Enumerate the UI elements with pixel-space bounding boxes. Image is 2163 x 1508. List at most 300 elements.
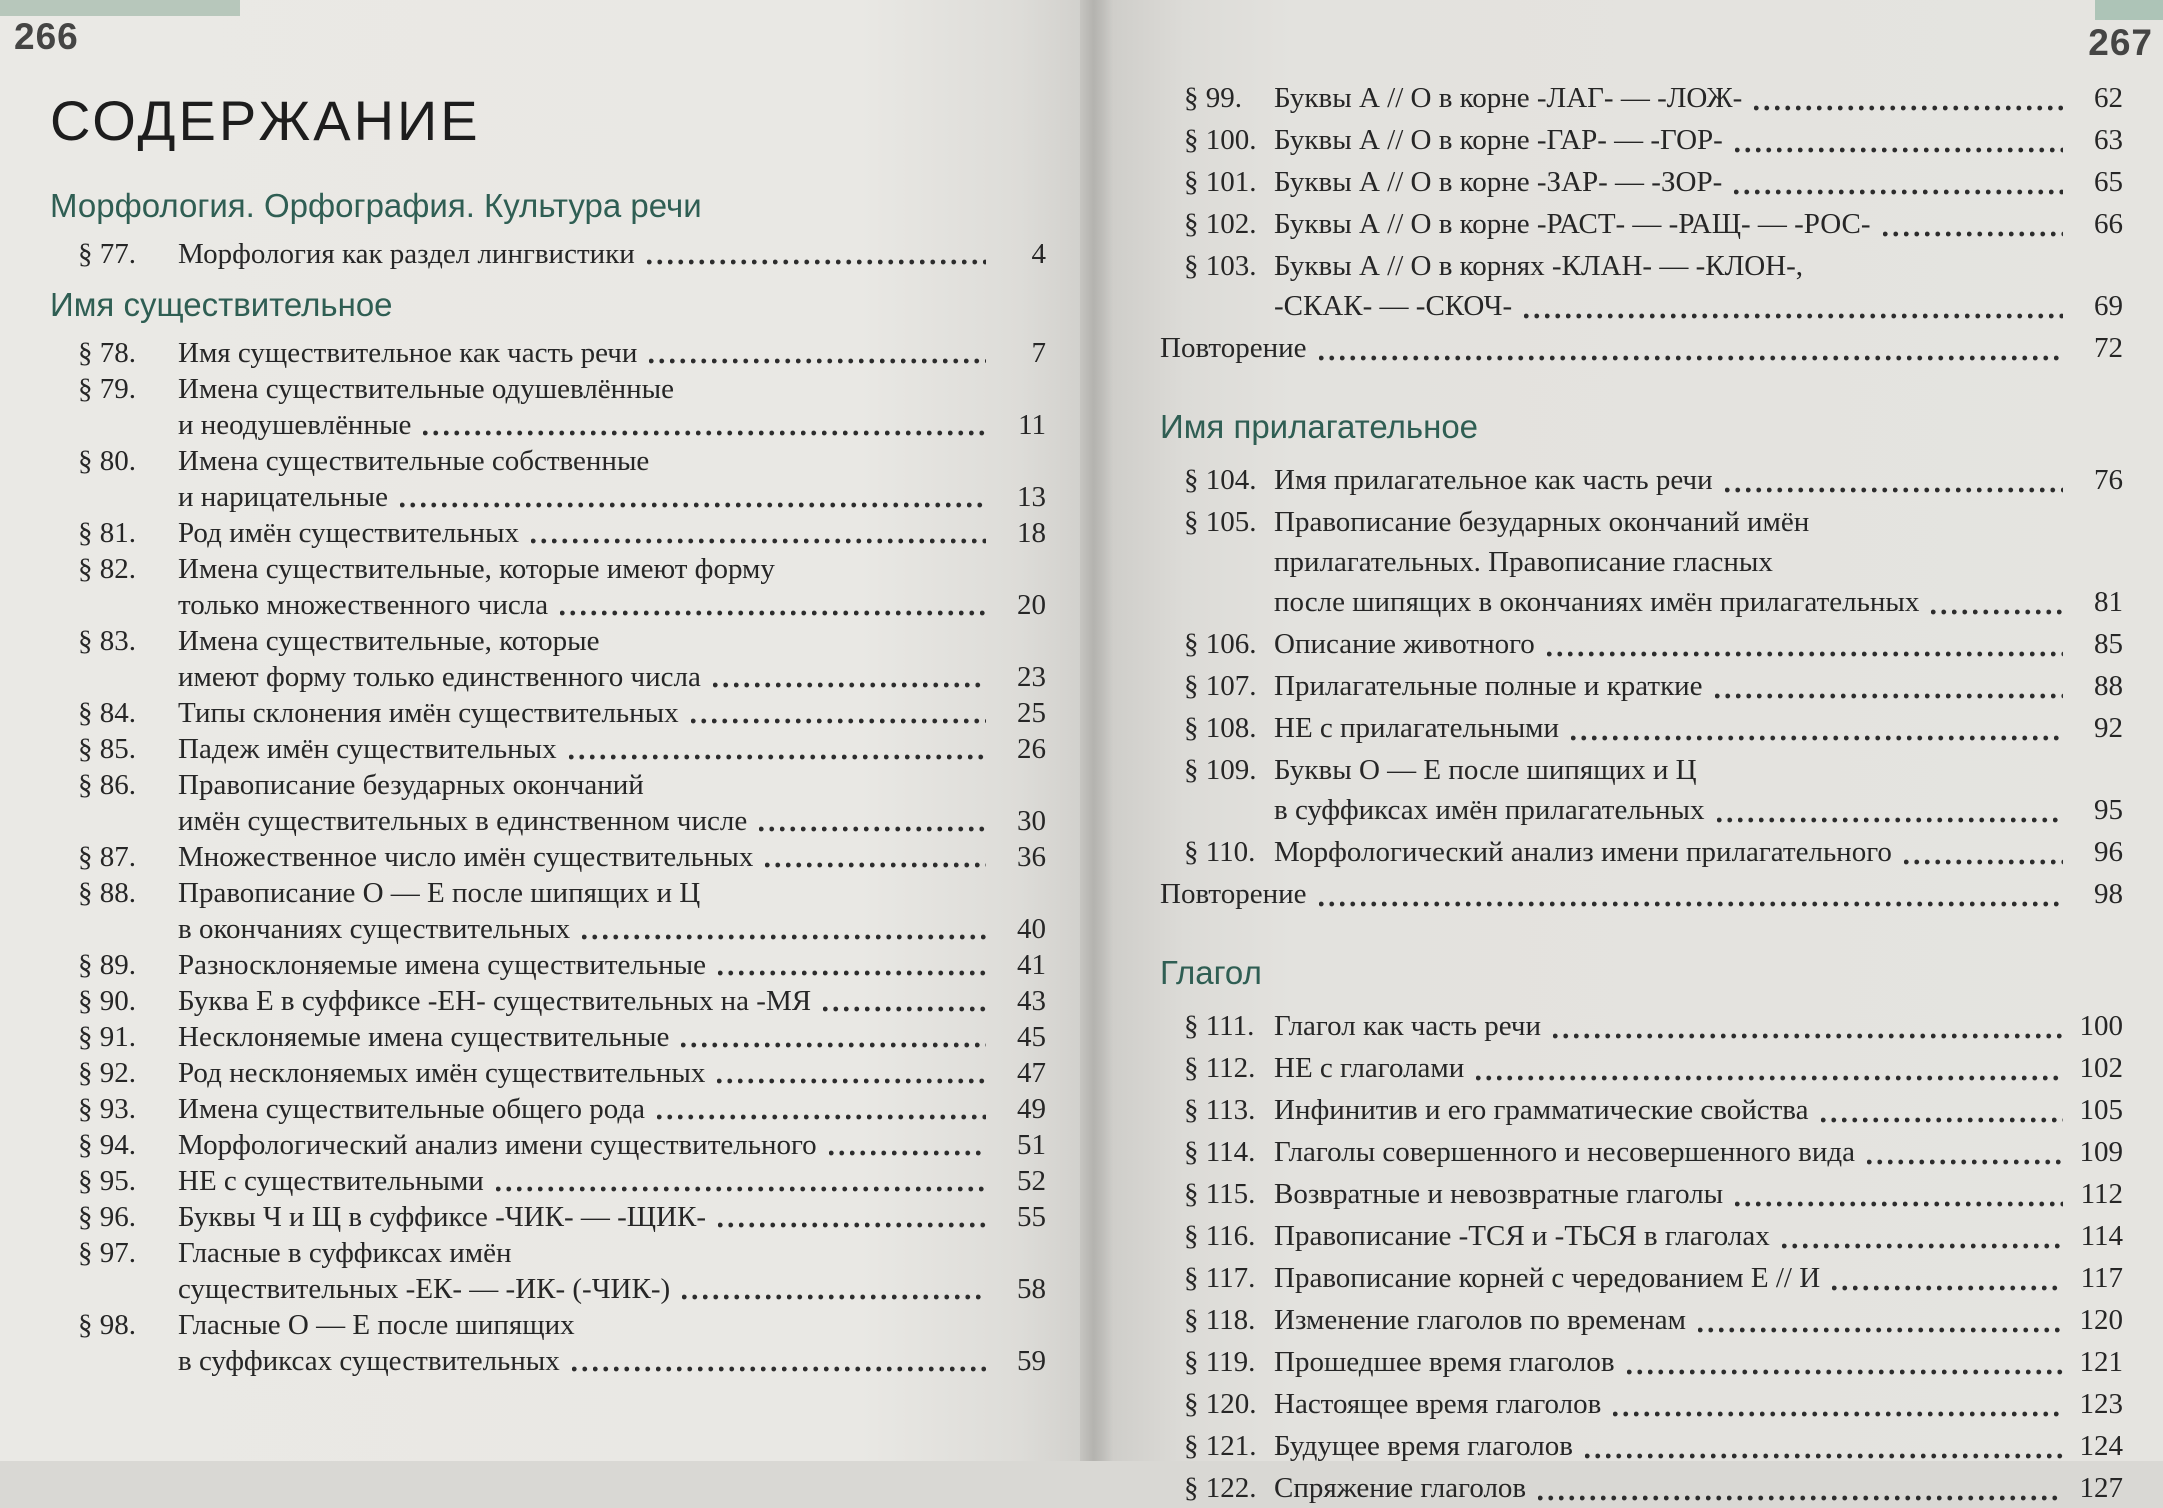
entry-text: Имена существительные собственные [178, 445, 650, 477]
entry-text: Правописание -ТСЯ и -ТЬСЯ в глаголах [1274, 1220, 1770, 1252]
toc-entry [1160, 78, 2123, 118]
corner-tab-icon [0, 0, 240, 16]
entry-text: Изменение глаголов по временам [1274, 1304, 1687, 1336]
entry-text: прилагательных. Правописание гласных [1274, 546, 1773, 578]
dot-leader [1698, 1327, 2063, 1333]
paragraph-number: § 117. [1184, 1262, 1256, 1294]
paragraph-number: § 118. [1184, 1304, 1256, 1336]
entry-body [1274, 246, 2123, 326]
entry-text: НЕ с существительными [178, 1165, 484, 1197]
entry-line [1274, 286, 2123, 326]
entry-page-number: 55 [1017, 1201, 1046, 1233]
entry-line [178, 335, 1046, 371]
entry-text: имён существительных в единственном числе [178, 805, 748, 837]
entry-line [178, 479, 1046, 515]
entry-body [178, 1235, 1046, 1307]
contents-title: СОДЕРЖАНИЕ [50, 89, 481, 152]
entry-line [178, 947, 1046, 983]
entry-page-number: 47 [1017, 1057, 1046, 1089]
toc-entry [50, 1235, 1046, 1307]
toc-entry [1160, 1426, 2123, 1466]
entry-line [178, 1199, 1046, 1235]
entry-body [1274, 1258, 2123, 1298]
entry-body [1274, 1132, 2123, 1172]
entry-line [1274, 1216, 2123, 1256]
entry-line [178, 1235, 1046, 1271]
dot-leader [1538, 1495, 2063, 1501]
toc-entry [1160, 162, 2123, 202]
entry-line [178, 551, 1046, 587]
dot-leader [647, 259, 986, 265]
dot-leader [1735, 1201, 2063, 1207]
entry-text: НЕ с глаголами [1274, 1052, 1465, 1084]
entry-line [178, 587, 1046, 623]
dot-leader [1931, 609, 2063, 615]
entry-page-number: 58 [1017, 1273, 1046, 1305]
dot-leader [1904, 859, 2063, 865]
entry-body [1160, 328, 2123, 368]
entry-body [1274, 666, 2123, 706]
entry-text: Имена существительные, которые имеют форму [178, 553, 775, 585]
paragraph-number: § 79. [78, 373, 136, 405]
entry-page-number: 112 [2080, 1178, 2123, 1210]
toc-entry [1160, 204, 2123, 244]
entry-text: Морфологический анализ имени существительного [178, 1129, 817, 1161]
dot-leader [1782, 1243, 2063, 1249]
paragraph-number: § 121. [1184, 1430, 1257, 1462]
toc-entry [1160, 1132, 2123, 1172]
toc-entry [50, 983, 1046, 1019]
entry-page-number: 26 [1017, 733, 1046, 765]
entry-text: Имя прилагательное как часть речи [1274, 464, 1713, 496]
dot-leader [718, 970, 986, 976]
entry-line [178, 236, 1046, 272]
toc-entry [50, 947, 1046, 983]
entry-line [1274, 1132, 2123, 1172]
entry-line [1274, 246, 2123, 286]
paragraph-number: § 90. [78, 985, 136, 1017]
entry-line [1274, 162, 2123, 202]
entry-line [1274, 832, 2123, 872]
corner-tab-icon [2095, 0, 2163, 20]
entry-page-number: 66 [2094, 208, 2123, 240]
entry-body [1274, 750, 2123, 830]
section-heading: Имя существительное [50, 286, 393, 323]
paragraph-number: § 94. [78, 1129, 136, 1161]
entry-body [178, 1127, 1046, 1163]
entry-page-number: 4 [1031, 238, 1046, 270]
entry-text: Род несклоняемых имён существительных [178, 1057, 706, 1089]
paragraph-number: § 91. [78, 1021, 136, 1053]
entry-body [1274, 624, 2123, 664]
entry-text: и нарицательные [178, 481, 388, 513]
dot-leader [1715, 693, 2063, 699]
entry-line [178, 1091, 1046, 1127]
entry-page-number: 20 [1017, 589, 1046, 621]
paragraph-number: § 120. [1184, 1388, 1257, 1420]
toc-entry [50, 551, 1046, 623]
entry-page-number: 120 [2079, 1304, 2123, 1336]
paragraph-number: § 96. [78, 1201, 136, 1233]
entry-line [178, 1343, 1046, 1379]
entry-text: Инфинитив и его грамматические свойства [1274, 1094, 1809, 1126]
entry-line [1274, 1174, 2123, 1214]
entry-body [178, 1019, 1046, 1055]
entry-line [1274, 582, 2123, 622]
entry-page-number: 100 [2079, 1010, 2123, 1042]
entry-body [1274, 1006, 2123, 1046]
dot-leader [569, 754, 986, 760]
paragraph-number: § 88. [78, 877, 136, 909]
toc-entry [50, 839, 1046, 875]
entry-body [178, 1091, 1046, 1127]
entry-body [1274, 1174, 2123, 1214]
dot-leader [1524, 313, 2063, 319]
paragraph-number: § 98. [78, 1309, 136, 1341]
paragraph-number: § 81. [78, 517, 136, 549]
paragraph-number: § 110. [1184, 836, 1256, 868]
entry-page-number: 69 [2094, 290, 2123, 322]
dot-leader [531, 538, 986, 544]
entry-text: Несклоняемые имена существительные [178, 1021, 670, 1053]
entry-page-number: 114 [2080, 1220, 2123, 1252]
entry-text: и неодушевлённые [178, 409, 412, 441]
paragraph-number: § 82. [78, 553, 136, 585]
entry-text: Буквы О — Е после шипящих и Ц [1274, 754, 1697, 786]
entry-text: Буквы А // О в корне -ГАР- — -ГОР- [1274, 124, 1723, 156]
entry-page-number: 127 [2079, 1472, 2123, 1504]
entry-page-number: 43 [1017, 985, 1046, 1017]
entry-line [178, 1271, 1046, 1307]
entry-body [178, 515, 1046, 551]
paragraph-number: § 78. [78, 337, 136, 369]
entry-text: Множественное число имён существительных [178, 841, 754, 873]
entry-body [178, 1055, 1046, 1091]
entry-body [178, 947, 1046, 983]
toc-entry [1160, 246, 2123, 326]
entry-body [1274, 1384, 2123, 1424]
entry-text: Возвратные и невозвратные глаголы [1274, 1178, 1724, 1210]
entry-body [1274, 162, 2123, 202]
toc-entry [50, 371, 1046, 443]
entry-line [1274, 1342, 2123, 1382]
dot-leader [1319, 355, 2064, 361]
toc-entry [1160, 1342, 2123, 1382]
entry-line [178, 443, 1046, 479]
entry-text: после шипящих в окончаниях имён прилагательных [1274, 586, 1920, 618]
dot-leader [1571, 735, 2063, 741]
entry-body [1274, 502, 2123, 622]
entry-text: Буквы А // О в корнях -КЛАН- — -КЛОН-, [1274, 250, 1804, 282]
paragraph-number: § 104. [1184, 464, 1257, 496]
entry-body [178, 731, 1046, 767]
toc-column-left [0, 187, 1080, 1379]
entry-body [178, 695, 1046, 731]
dot-leader [572, 1366, 986, 1372]
paragraph-number: § 113. [1184, 1094, 1256, 1126]
dot-leader [1821, 1117, 2064, 1123]
toc-entry [50, 1127, 1046, 1163]
entry-page-number: 40 [1017, 913, 1046, 945]
entry-text: Буква Е в суффиксе -ЕН- существительных на -МЯ [178, 985, 812, 1017]
entry-line [1160, 874, 2123, 914]
entry-text: Буквы Ч и Щ в суффиксе -ЧИК- — -ЩИК- [178, 1201, 706, 1233]
dot-leader [1883, 231, 2063, 237]
paragraph-number: § 77. [78, 238, 136, 270]
entry-line [178, 875, 1046, 911]
toc-entry [1160, 832, 2123, 872]
entry-line [1274, 1468, 2123, 1508]
entry-text: Правописание безударных окончаний имён [1274, 506, 1810, 538]
entry-page-number: 36 [1017, 841, 1046, 873]
entry-text: Правописание О — Е после шипящих и Ц [178, 877, 701, 909]
entry-body [1274, 120, 2123, 160]
entry-line [178, 983, 1046, 1019]
entry-page-number: 92 [2094, 712, 2123, 744]
entry-body [1274, 1300, 2123, 1340]
entry-line [1274, 1426, 2123, 1466]
entry-text: Гласные в суффиксах имён [178, 1237, 512, 1269]
dot-leader [423, 430, 986, 436]
entry-line [1274, 708, 2123, 748]
dot-leader [496, 1186, 986, 1192]
paragraph-number: § 109. [1184, 754, 1257, 786]
dot-leader [1627, 1369, 2063, 1375]
paragraph-number: § 112. [1184, 1052, 1256, 1084]
page-right-267 [1114, 0, 2163, 1504]
toc-entry [1160, 1006, 2123, 1046]
toc-entry [1160, 624, 2123, 664]
entry-body [178, 371, 1046, 443]
paragraph-number: § 93. [78, 1093, 136, 1125]
toc-entry [1160, 1090, 2123, 1130]
entry-line [178, 659, 1046, 695]
entry-page-number: 121 [2079, 1346, 2123, 1378]
page-number-right: 267 [2088, 22, 2153, 63]
toc-entry [1160, 708, 2123, 748]
toc-entry [1160, 1216, 2123, 1256]
dot-leader [765, 862, 986, 868]
entry-line [1274, 120, 2123, 160]
paragraph-number: § 100. [1184, 124, 1257, 156]
entry-body [1274, 708, 2123, 748]
entry-text: Правописание безударных окончаний [178, 769, 644, 801]
entry-body [1274, 1048, 2123, 1088]
entry-text: только множественного числа [178, 589, 549, 621]
paragraph-number: § 87. [78, 841, 136, 873]
entry-page-number: 51 [1017, 1129, 1046, 1161]
paragraph-number: § 105. [1184, 506, 1257, 538]
entry-line [1274, 1048, 2123, 1088]
entry-page-number: 11 [1018, 409, 1046, 441]
entry-line [178, 767, 1046, 803]
entry-page-number: 59 [1017, 1345, 1046, 1377]
dot-leader [1754, 105, 2063, 111]
dot-leader [582, 934, 986, 940]
entry-line [178, 695, 1046, 731]
entry-line [178, 1307, 1046, 1343]
paragraph-number: § 103. [1184, 250, 1257, 282]
entry-line [178, 1163, 1046, 1199]
toc-entry [1160, 120, 2123, 160]
toc-entry [50, 335, 1046, 371]
dot-leader [713, 682, 986, 688]
entry-text: НЕ с прилагательными [1274, 712, 1560, 744]
paragraph-number: § 119. [1184, 1346, 1256, 1378]
entry-text: -СКАК- — -СКОЧ- [1274, 290, 1513, 322]
dot-leader [823, 1006, 986, 1012]
dot-leader [657, 1114, 986, 1120]
toc-entry [1160, 750, 2123, 830]
page-number-left: 266 [14, 16, 79, 57]
entry-body [178, 875, 1046, 947]
entry-text: существительных -ЕК- — -ИК- (-ЧИК-) [178, 1273, 671, 1305]
toc-entry [50, 1055, 1046, 1091]
toc-entry [1160, 666, 2123, 706]
paragraph-number: § 92. [78, 1057, 136, 1089]
toc-entry [1160, 874, 2123, 914]
entry-text: Имена существительные одушевлённые [178, 373, 675, 405]
entry-body [1274, 204, 2123, 244]
entry-line [178, 407, 1046, 443]
paragraph-number: § 122. [1184, 1472, 1257, 1504]
entry-text: Морфологический анализ имени прилагательного [1274, 836, 1892, 868]
toc-entry [1160, 1048, 2123, 1088]
dot-leader [400, 502, 986, 508]
entry-text: имеют форму только единственного числа [178, 661, 701, 693]
paragraph-number: § 99. [1184, 82, 1242, 114]
toc-entry [50, 1019, 1046, 1055]
entry-text: Гласные О — Е после шипящих [178, 1309, 575, 1341]
entry-body [1274, 460, 2123, 500]
entry-body [178, 623, 1046, 695]
dot-leader [1734, 189, 2063, 195]
entry-text: Морфология как раздел лингвистики [178, 238, 635, 270]
entry-page-number: 124 [2079, 1430, 2123, 1462]
entry-line [178, 1127, 1046, 1163]
toc-entry [50, 443, 1046, 515]
entry-page-number: 109 [2079, 1136, 2123, 1168]
paragraph-number: § 114. [1184, 1136, 1256, 1168]
dot-leader [560, 610, 986, 616]
entry-body [1160, 874, 2123, 914]
entry-text: Спряжение глаголов [1274, 1472, 1527, 1504]
entry-line [1274, 460, 2123, 500]
dot-leader [1585, 1453, 2063, 1459]
dot-leader [1717, 817, 2063, 823]
paragraph-number: § 85. [78, 733, 136, 765]
entry-text: Повторение [1160, 878, 1307, 910]
entry-line [1160, 328, 2123, 368]
paragraph-number: § 95. [78, 1165, 136, 1197]
toc-entry [50, 731, 1046, 767]
entry-page-number: 65 [2094, 166, 2123, 198]
dot-leader [1867, 1159, 2063, 1165]
toc-column-right [1114, 0, 2163, 1508]
entry-page-number: 52 [1017, 1165, 1046, 1197]
entry-body [1274, 1090, 2123, 1130]
section-heading: Глагол [1160, 954, 1262, 991]
paragraph-number: § 115. [1184, 1178, 1256, 1210]
entry-line [178, 623, 1046, 659]
entry-body [178, 839, 1046, 875]
entry-page-number: 49 [1017, 1093, 1046, 1125]
entry-text: Разносклоняемые имена существительные [178, 949, 706, 981]
paragraph-number: § 102. [1184, 208, 1257, 240]
dot-leader [718, 1222, 986, 1228]
toc-entry [1160, 502, 2123, 622]
paragraph-number: § 80. [78, 445, 136, 477]
toc-entry [50, 515, 1046, 551]
entry-body [1274, 1468, 2123, 1508]
paragraph-number: § 106. [1184, 628, 1257, 660]
entry-body [1274, 1426, 2123, 1466]
toc-entry [50, 695, 1046, 731]
dot-leader [1735, 147, 2063, 153]
entry-body [178, 983, 1046, 1019]
entry-body [178, 443, 1046, 515]
toc-entry [50, 236, 1046, 272]
entry-page-number: 123 [2079, 1388, 2123, 1420]
dot-leader [681, 1042, 986, 1048]
paragraph-number: § 89. [78, 949, 136, 981]
toc-entry [1160, 328, 2123, 368]
toc-entry [50, 1091, 1046, 1127]
entry-body [1274, 1342, 2123, 1382]
entry-text: Род имён существительных [178, 517, 520, 549]
dot-leader [1613, 1411, 2063, 1417]
entry-text: Настоящее время глаголов [1274, 1388, 1602, 1420]
entry-text: Повторение [1160, 332, 1307, 364]
entry-line [1274, 790, 2123, 830]
paragraph-number: § 83. [78, 625, 136, 657]
entry-line [178, 1055, 1046, 1091]
toc-entry [50, 875, 1046, 947]
entry-body [178, 1163, 1046, 1199]
toc-entry [50, 1307, 1046, 1379]
paragraph-number: § 97. [78, 1237, 136, 1269]
paragraph-number: § 84. [78, 697, 136, 729]
entry-text: Прошедшее время глаголов [1274, 1346, 1615, 1378]
entry-text: Имена существительные общего рода [178, 1093, 646, 1125]
entry-page-number: 23 [1017, 661, 1046, 693]
entry-text: Буквы А // О в корне -ЗАР- — -ЗОР- [1274, 166, 1723, 198]
entry-page-number: 88 [2094, 670, 2123, 702]
entry-page-number: 85 [2094, 628, 2123, 660]
dot-leader [1725, 487, 2063, 493]
dot-leader [649, 358, 986, 364]
entry-text: Буквы А // О в корне -РАСТ- — -РАЩ- — -РОС- [1274, 208, 1871, 240]
entry-text: Глаголы совершенного и несовершенного вида [1274, 1136, 1856, 1168]
entry-page-number: 81 [2094, 586, 2123, 618]
entry-line [178, 731, 1046, 767]
paragraph-number: § 111. [1184, 1010, 1255, 1042]
entry-text: в окончаниях существительных [178, 913, 571, 945]
entry-text: Падеж имён существительных [178, 733, 557, 765]
entry-page-number: 98 [2094, 878, 2123, 910]
dot-leader [1476, 1075, 2063, 1081]
paragraph-number: § 101. [1184, 166, 1257, 198]
section-heading: Имя прилагательное [1160, 408, 1479, 445]
entry-line [178, 839, 1046, 875]
entry-text: Описание животного [1274, 628, 1535, 660]
paragraph-number: § 116. [1184, 1220, 1256, 1252]
page-left-266 [0, 0, 1080, 1461]
entry-body [178, 335, 1046, 371]
entry-body [1274, 1216, 2123, 1256]
entry-page-number: 72 [2094, 332, 2123, 364]
entry-line [1274, 624, 2123, 664]
